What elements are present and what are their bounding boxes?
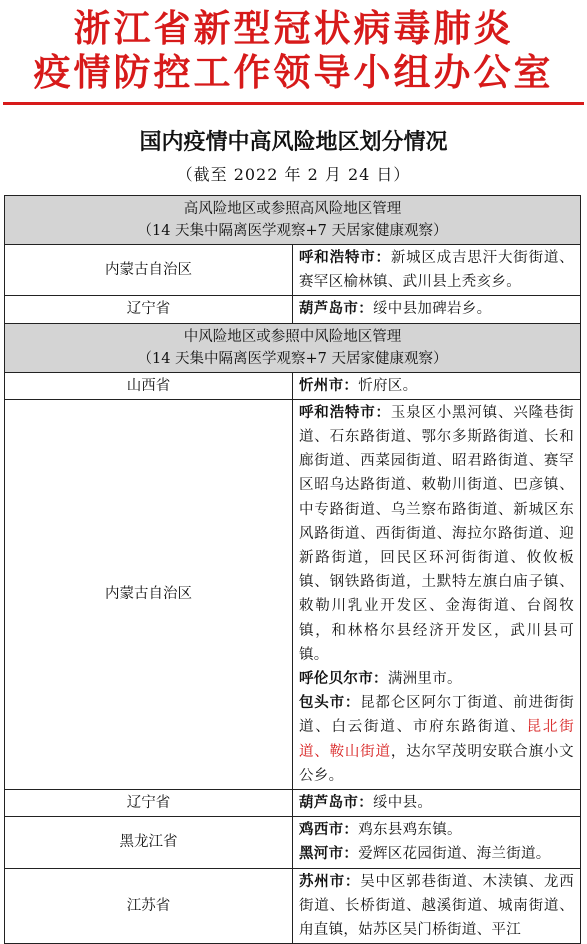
city-entry [299,401,574,667]
city-entry [299,842,574,866]
area-text: 新城区成吉思汗大街街道、赛罕区榆林镇、武川县上秃亥乡。 [299,250,574,291]
area-text: 鸡东县鸡东镇。 [358,822,462,839]
red-divider [3,102,584,105]
city-entry [299,691,574,788]
table-row [5,790,581,817]
city-entry [299,667,574,691]
section-high-header [5,196,581,245]
highlighted-area-text: 昆北街道、鞍山街道 [299,719,574,760]
province-cell: 江苏省 [5,868,293,944]
area-text: 爱辉区花园街道、海兰街道。 [358,846,551,863]
area-cell [293,399,581,789]
area-text: 玉泉区小黑河镇、兴隆巷街道、石东路街道、鄂尔多斯路街道、长和廊街道、西菜园街道、昭君路街道、赛罕区昭乌达路街道、敕勒川街道、巴彦镇、中专路街道、乌兰察布路街道、新城区东风路街道、西街街道、海拉尔路街道、迎新路街道，回民区环河街街道、攸攸板镇、钢铁路街道，土默特左旗白庙子镇、敕勒川乳业开发区、金海街道、台阁牧镇，和林格尔县经济开发区，武川县可镇。 [299,404,574,663]
area-text: 绥中县。 [373,795,433,812]
city-name: 呼和浩特市： [299,403,391,421]
city-name: 包头市： [299,694,361,712]
table-row [5,296,581,323]
city-name: 葫芦岛市： [299,794,373,812]
city-name: 黑河市： [299,845,359,863]
area-text: 忻府区。 [358,377,418,394]
table-row [5,817,581,868]
area-cell [293,790,581,817]
city-name: 忻州市： [299,376,359,394]
section-subheading: （14 天集中隔离医学观察+7 天居家健康观察） [137,350,448,367]
section-subheading: （14 天集中隔离医学观察+7 天居家健康观察） [137,223,448,239]
area-cell [293,245,581,296]
issuer-line-1: 浙江省新型冠状病毒肺炎 [73,6,514,50]
province-cell: 黑龙江省 [5,817,293,868]
section-heading: 中风险地区或参照中风险地区管理 [183,328,402,345]
table-row [5,372,581,399]
area-text: 绥中县加碑岩乡。 [373,301,492,318]
issuer-line-2: 疫情防控工作领导小组办公室 [33,50,554,94]
document-title: 国内疫情中高风险地区划分情况 [139,129,448,155]
province-cell: 山西省 [5,372,293,399]
province-cell: 内蒙古自治区 [5,245,293,296]
area-text: 满洲里市。 [387,671,462,688]
province-cell: 辽宁省 [5,790,293,817]
province-cell: 内蒙古自治区 [5,399,293,789]
section-medium-header [5,323,581,372]
city-name: 苏州市： [299,872,361,890]
area-cell [293,868,581,944]
area-cell [293,296,581,323]
province-cell: 辽宁省 [5,296,293,323]
table-row [5,399,581,789]
area-cell [293,372,581,399]
city-name: 鸡西市： [299,821,359,839]
area-text: 吴中区郭巷街道、木渎镇、龙西街道、长桥街道、越溪街道、城南街道、甪直镇，姑苏区吴门桥街道、平江 [299,873,575,939]
city-name: 呼和浩特市： [299,249,391,266]
area-cell [293,817,581,868]
section-heading: 高风险地区或参照高风险地区管理 [183,201,402,217]
area-text: ，达尔罕茂明安联合旗小文公乡。 [299,743,574,784]
city-name: 葫芦岛市： [299,300,373,318]
risk-area-table [4,195,581,944]
table-row [5,245,581,296]
city-entry [299,818,574,842]
table-row [5,868,581,944]
city-name: 呼伦贝尔市： [299,670,388,688]
document-header [0,0,587,105]
document-date: （截至 2022 年 2 月 24 日） [176,165,411,184]
area-text: 昆都仑区阿尔丁街道、前进街街道、白云街道、市府东路街道、 [299,695,575,736]
